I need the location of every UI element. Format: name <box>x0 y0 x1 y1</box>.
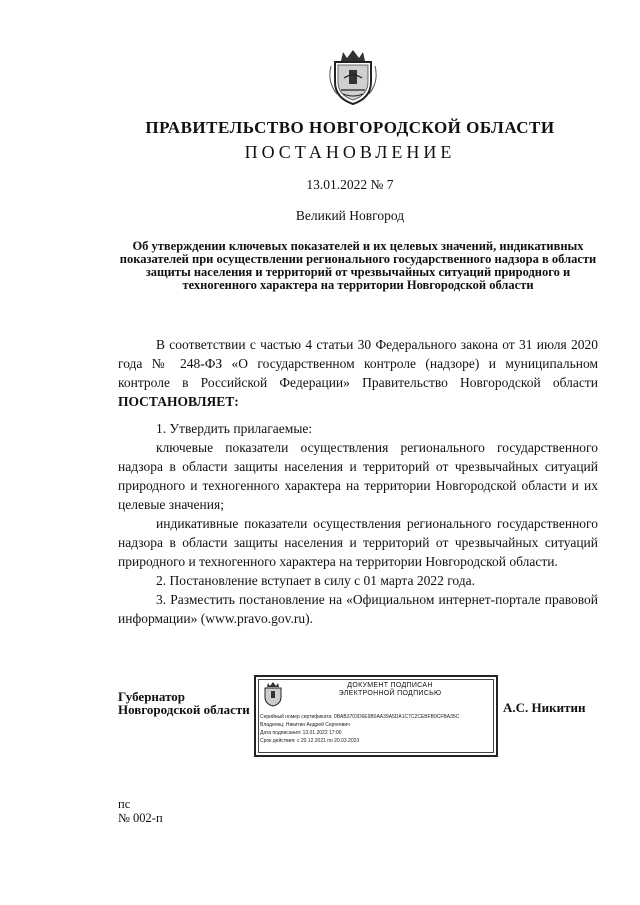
preamble-decree-word: ПОСТАНОВЛЯЕТ: <box>118 394 239 409</box>
document-type: ПОСТАНОВЛЕНИЕ <box>244 142 456 162</box>
footer-code <box>118 797 163 825</box>
coat-of-arms-icon <box>327 48 379 106</box>
stamp-title-line1: ДОКУМЕНТ ПОДПИСАН <box>347 682 433 689</box>
document-body <box>118 335 598 628</box>
signer-position <box>118 690 250 716</box>
stamp-signed-date: Дата подписания: 13.01.2022 17:00 <box>260 730 342 736</box>
item-1-indicative-indicators: индикативные показатели осуществления регионального государственного надзора в области защиты населения и территорий от чрезвычайных ситуаций природного и техногенного характера на территории Новгородской области. <box>118 516 598 569</box>
signer-position-line1: Губернатор <box>118 689 186 704</box>
electronic-signature-stamp <box>254 675 498 757</box>
stamp-serial: Серийный номер сертификата: 0BAB3703D6E9B0AA39A5DA1C7C2CEBFB9CFBA35C <box>260 714 460 720</box>
stamp-details <box>260 713 494 745</box>
stamp-validity: Срок действия: с 20.12.2021 по 20.03.2023 <box>260 738 360 744</box>
preamble-text: В соответствии с частью 4 статьи 30 Федерального закона от 31 июля 2020 года № 248-ФЗ «О государственном контроле (надзоре) и муниципальном контроле в Российской Федерации» Правительство Новгородской области <box>118 337 598 390</box>
signer-name: А.С. Никитин <box>503 700 586 715</box>
city: Великий Новгород <box>295 208 405 223</box>
stamp-owner: Владелец: Никитин Андрей Сергеевич <box>260 722 350 728</box>
signer-position-line2: Новгородской области <box>118 702 250 717</box>
item-1-key-indicators: ключевые показатели осуществления регионального государственного надзора в области защиты населения и территорий от чрезвычайных ситуаций природного и техногенного характера на территории Новгородской области и их целевые значения; <box>118 440 598 512</box>
date-and-number: 13.01.2022 № 7 <box>306 177 394 192</box>
footer-line1: пс <box>118 797 131 811</box>
stamp-coat-of-arms-icon <box>262 681 284 707</box>
government-name: ПРАВИТЕЛЬСТВО НОВГОРОДСКОЙ ОБЛАСТИ <box>145 118 555 137</box>
preamble-paragraph <box>118 335 598 411</box>
item-1: 1. Утвердить прилагаемые: <box>156 421 313 436</box>
item-3: 3. Разместить постановление на «Официальном интернет-портале правовой информации» (www.pravo.gov.ru). <box>118 592 598 626</box>
item-2: 2. Постановление вступает в силу с 01 марта 2022 года. <box>156 573 476 588</box>
stamp-title <box>290 682 490 698</box>
stamp-title-line2: ЭЛЕКТРОННОЙ ПОДПИСЬЮ <box>338 690 442 697</box>
footer-line2: № 002-п <box>118 811 163 825</box>
document-subject: Об утверждении ключевых показателей и их целевых значений, индикативных показателей при осуществлении регионального государственного надзора в области защиты населения и территорий от чрезвычайных ситуаций природного и техногенного характера на территории Новгородской области <box>119 239 597 292</box>
